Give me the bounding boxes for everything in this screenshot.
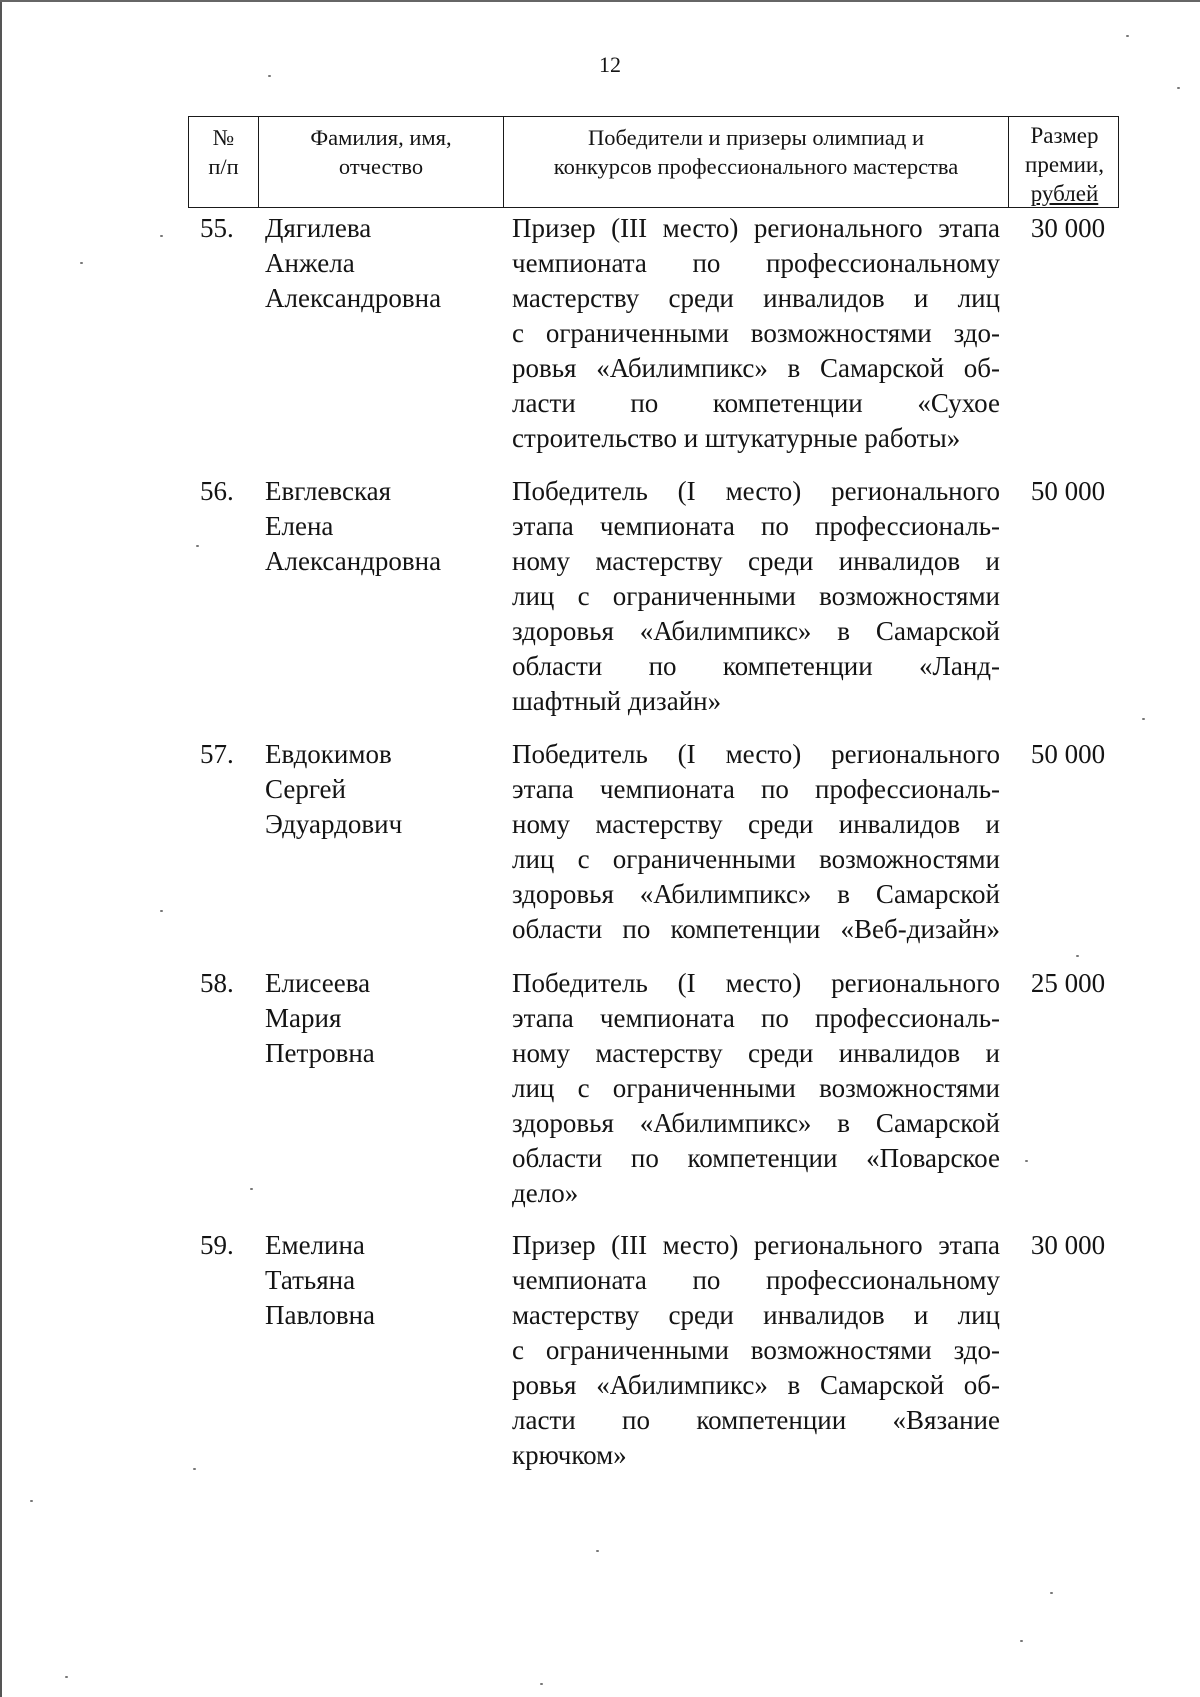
description-line: мастерству среди инвалидов и лиц xyxy=(512,283,1000,313)
award-description xyxy=(512,737,1000,947)
name-line: Евдокимов xyxy=(265,739,392,769)
description-line: мастерству среди инвалидов и лиц xyxy=(512,1300,1000,1330)
header-amount-line: Размер xyxy=(1030,123,1099,148)
description-line: чемпионата по профессиональному xyxy=(512,248,1000,278)
scan-speck xyxy=(250,1188,253,1190)
row-number: 56. xyxy=(200,476,234,506)
description-line: лиц с ограниченными возможностями xyxy=(512,581,1000,611)
scan-speck xyxy=(1050,1592,1053,1594)
description-line: ровья «Абилимпикс» в Самарской об- xyxy=(512,353,1000,383)
page-number: 12 xyxy=(599,52,621,77)
row-number: 59. xyxy=(200,1230,234,1260)
scan-edge-top xyxy=(0,0,1200,2)
recipient-name xyxy=(265,1228,485,1333)
name-line: Дягилева xyxy=(265,213,372,243)
recipient-name xyxy=(265,211,485,316)
recipient-name xyxy=(265,474,485,579)
prize-amount: 50 000 xyxy=(1030,739,1106,769)
header-name-cell xyxy=(259,117,504,207)
scan-speck xyxy=(65,1676,68,1678)
scan-speck xyxy=(80,262,83,264)
description-line: здоровья «Абилимпикс» в Самарской xyxy=(512,879,1000,909)
description-line: Призер (III место) регионального этапа xyxy=(512,213,1000,243)
description-line: Призер (III место) регионального этапа xyxy=(512,1230,1000,1260)
name-line: Сергей xyxy=(265,774,346,804)
description-line: области по компетенции «Поварское xyxy=(512,1143,1000,1173)
header-number-line: № xyxy=(212,125,235,150)
description-line: ласти по компетенции «Вязание xyxy=(512,1405,1000,1435)
award-description xyxy=(512,474,1000,719)
description-line: здоровья «Абилимпикс» в Самарской xyxy=(512,616,1000,646)
prize-amount: 25 000 xyxy=(1030,968,1106,998)
header-description-cell xyxy=(504,117,1009,207)
name-line: Петровна xyxy=(265,1038,375,1068)
name-line: Евглевская xyxy=(265,476,392,506)
description-line: ному мастерству среди инвалидов и xyxy=(512,1038,1000,1068)
name-line: Павловна xyxy=(265,1300,376,1330)
description-line: лиц с ограниченными возможностями xyxy=(512,844,1000,874)
prize-amount: 30 000 xyxy=(1030,213,1106,243)
description-line: с ограниченными возможностями здо- xyxy=(512,1335,1000,1365)
description-line: ному мастерству среди инвалидов и xyxy=(512,809,1000,839)
name-line: Александровна xyxy=(265,283,442,313)
prize-amount: 30 000 xyxy=(1030,1230,1106,1260)
scan-speck xyxy=(1020,1640,1023,1642)
header-number-cell xyxy=(189,117,259,207)
scan-speck xyxy=(540,1683,543,1685)
scan-speck xyxy=(160,910,163,912)
description-line: ласти по компетенции «Сухое xyxy=(512,388,1000,418)
description-line: шафтный дизайн» xyxy=(512,686,722,716)
header-name-line: Фамилия, имя, xyxy=(310,125,452,150)
description-line: области по компетенции «Ланд- xyxy=(512,651,1000,681)
description-line: Победитель (I место) регионального xyxy=(512,968,1000,998)
description-line: этапа чемпионата по профессиональ- xyxy=(512,511,1000,541)
award-description xyxy=(512,1228,1000,1473)
description-line: Победитель (I место) регионального xyxy=(512,476,1000,506)
recipient-name xyxy=(265,966,485,1071)
scan-speck xyxy=(596,1550,599,1552)
description-line: этапа чемпионата по профессиональ- xyxy=(512,774,1000,804)
description-line: с ограниченными возможностями здо- xyxy=(512,318,1000,348)
table-header xyxy=(188,116,1119,208)
description-line: дело» xyxy=(512,1178,579,1208)
name-line: Татьяна xyxy=(265,1265,356,1295)
award-description xyxy=(512,211,1000,456)
header-amount-line: рублей xyxy=(1030,181,1099,206)
award-description xyxy=(512,966,1000,1211)
header-description-line: конкурсов профессионального мастерства xyxy=(553,154,959,179)
header-description-line: Победители и призеры олимпиад и xyxy=(587,125,925,150)
scan-speck xyxy=(1025,1160,1028,1162)
description-line: лиц с ограниченными возможностями xyxy=(512,1073,1000,1103)
name-line: Емелина xyxy=(265,1230,365,1260)
scan-speck xyxy=(1076,955,1079,957)
scan-speck xyxy=(1177,87,1180,89)
description-line: крючком» xyxy=(512,1440,627,1470)
row-number: 58. xyxy=(200,968,234,998)
scan-speck xyxy=(268,75,271,77)
description-line: строительство и штукатурные работы» xyxy=(512,423,961,453)
name-line: Эдуардович xyxy=(265,809,403,839)
name-line: Анжела xyxy=(265,248,355,278)
scan-speck xyxy=(196,545,199,547)
description-line: этапа чемпионата по профессиональ- xyxy=(512,1003,1000,1033)
header-name-line: отчество xyxy=(338,154,424,179)
scan-speck xyxy=(160,235,163,237)
description-line: Победитель (I место) регионального xyxy=(512,739,1000,769)
header-amount-line: премии, xyxy=(1025,152,1104,177)
description-line: чемпионата по профессиональному xyxy=(512,1265,1000,1295)
name-line: Александровна xyxy=(265,546,442,576)
scan-speck xyxy=(1142,718,1145,720)
row-number: 57. xyxy=(200,739,234,769)
description-line: ному мастерству среди инвалидов и xyxy=(512,546,1000,576)
description-line: области по компетенции «Веб-дизайн» xyxy=(512,914,1000,944)
row-number: 55. xyxy=(200,213,234,243)
scan-speck xyxy=(30,1500,33,1502)
scan-speck xyxy=(1126,35,1129,37)
name-line: Елисеева xyxy=(265,968,371,998)
header-amount-cell xyxy=(1009,117,1120,207)
description-line: ровья «Абилимпикс» в Самарской об- xyxy=(512,1370,1000,1400)
name-line: Мария xyxy=(265,1003,342,1033)
prize-amount: 50 000 xyxy=(1030,476,1106,506)
description-line: здоровья «Абилимпикс» в Самарской xyxy=(512,1108,1000,1138)
header-number-line: п/п xyxy=(208,154,239,179)
name-line: Елена xyxy=(265,511,334,541)
scan-edge-left xyxy=(0,0,2,1697)
recipient-name xyxy=(265,737,485,842)
scan-speck xyxy=(193,1468,196,1470)
